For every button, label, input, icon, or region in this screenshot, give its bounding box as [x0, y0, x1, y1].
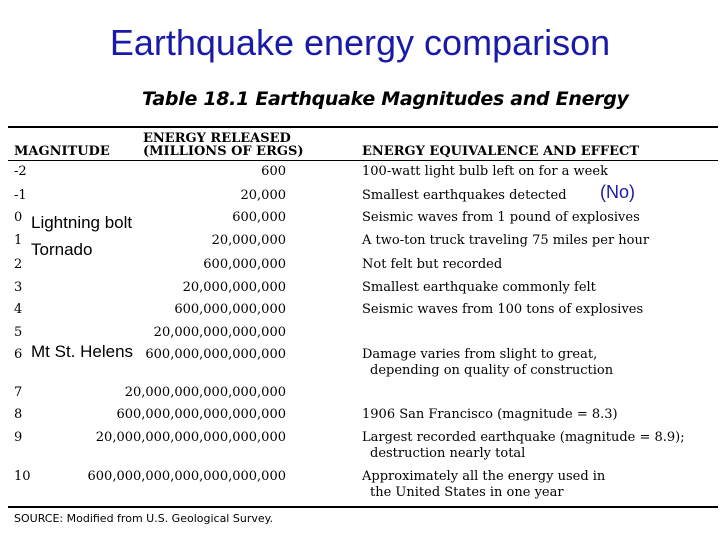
energy-cell: 20,000 — [240, 188, 286, 203]
energy-cell: 20,000,000,000,000,000 — [124, 385, 286, 400]
magnitude-cell: 9 — [14, 430, 23, 445]
effect-text: Smallest earthquakes detected — [362, 188, 567, 203]
magnitude-cell: 4 — [14, 302, 23, 317]
magnitude-cell: 0 — [14, 210, 23, 225]
effect-text: Seismic waves from 1 pound of explosives — [362, 210, 640, 225]
effect-text: 1906 San Francisco (magnitude = 8.3) — [362, 407, 618, 422]
annotation-lightning: Lightning bolt — [31, 213, 133, 232]
magnitude-cell: 5 — [14, 325, 23, 340]
header-equivalence: ENERGY EQUIVALENCE AND EFFECT — [362, 144, 640, 159]
effect-cell — [362, 210, 640, 226]
effect-cell — [362, 164, 608, 180]
magnitude-cell: 8 — [14, 407, 23, 422]
magnitude-cell: 7 — [14, 385, 23, 400]
effect-cell — [362, 347, 613, 379]
header-magnitude: MAGNITUDE — [14, 144, 110, 159]
effect-cell — [362, 302, 643, 318]
header-energy — [143, 132, 304, 158]
energy-cell: 600,000,000 — [203, 257, 286, 272]
effect-cell — [362, 257, 502, 273]
effect-text-continued: destruction nearly total — [370, 446, 526, 461]
energy-cell: 600,000,000,000,000,000,000 — [87, 469, 286, 484]
header-energy-line1: ENERGY RELEASED — [143, 131, 291, 146]
effect-cell — [362, 280, 596, 296]
header-energy-line2: (MILLIONS OF ERGS) — [143, 144, 304, 159]
energy-cell: 20,000,000,000,000,000,000 — [95, 430, 286, 445]
effect-text-continued: the United States in one year — [370, 485, 564, 500]
source-note: SOURCE: Modified from U.S. Geological Survey. — [14, 512, 274, 525]
effect-text: Seismic waves from 100 tons of explosives — [362, 302, 644, 317]
energy-cell: 600,000,000,000,000 — [145, 347, 286, 362]
magnitude-cell: 10 — [14, 469, 31, 484]
effect-cell — [362, 407, 618, 423]
magnitude-cell: 6 — [14, 347, 23, 362]
effect-text: Largest recorded earthquake (magnitude = 8.9); — [362, 430, 685, 445]
energy-cell: 20,000,000 — [211, 233, 286, 248]
energy-cell: 600,000,000,000 — [174, 302, 286, 317]
table-top-rule — [8, 126, 718, 128]
energy-cell: 20,000,000,000,000 — [153, 325, 286, 340]
magnitude-cell: -2 — [14, 164, 27, 179]
slide-title: Earthquake energy comparison — [109, 22, 611, 63]
effect-cell — [362, 233, 649, 249]
magnitude-cell: -1 — [14, 188, 27, 203]
magnitude-cell: 1 — [14, 233, 23, 248]
table-title: Table 18.1 Earthquake Magnitudes and Energy — [142, 88, 629, 110]
effect-text: A two-ton truck traveling 75 miles per hour — [362, 233, 650, 248]
magnitude-cell: 2 — [14, 257, 23, 272]
effect-text-continued: depending on quality of construction — [370, 363, 614, 378]
magnitude-cell: 3 — [14, 280, 23, 295]
effect-cell — [362, 469, 605, 501]
effect-text: Approximately all the energy used in — [362, 469, 606, 484]
effect-cell — [362, 430, 685, 462]
energy-cell: 600 — [261, 164, 286, 179]
header-rule — [8, 160, 718, 161]
annotation-st-helens: Mt St. Helens — [31, 342, 134, 361]
effect-text: Not felt but recorded — [362, 257, 503, 272]
effect-text: Smallest earthquake commonly felt — [362, 280, 596, 295]
effect-cell — [362, 188, 567, 204]
annotation-tornado: Tornado — [31, 240, 93, 259]
energy-cell: 600,000 — [232, 210, 286, 225]
energy-cell: 20,000,000,000 — [182, 280, 286, 295]
effect-text: Damage varies from slight to great, — [362, 347, 598, 362]
annotation-no: (No) — [600, 182, 635, 202]
energy-cell: 600,000,000,000,000,000 — [116, 407, 286, 422]
table-bottom-rule — [8, 506, 718, 508]
effect-text: 100-watt light bulb left on for a week — [362, 164, 608, 179]
